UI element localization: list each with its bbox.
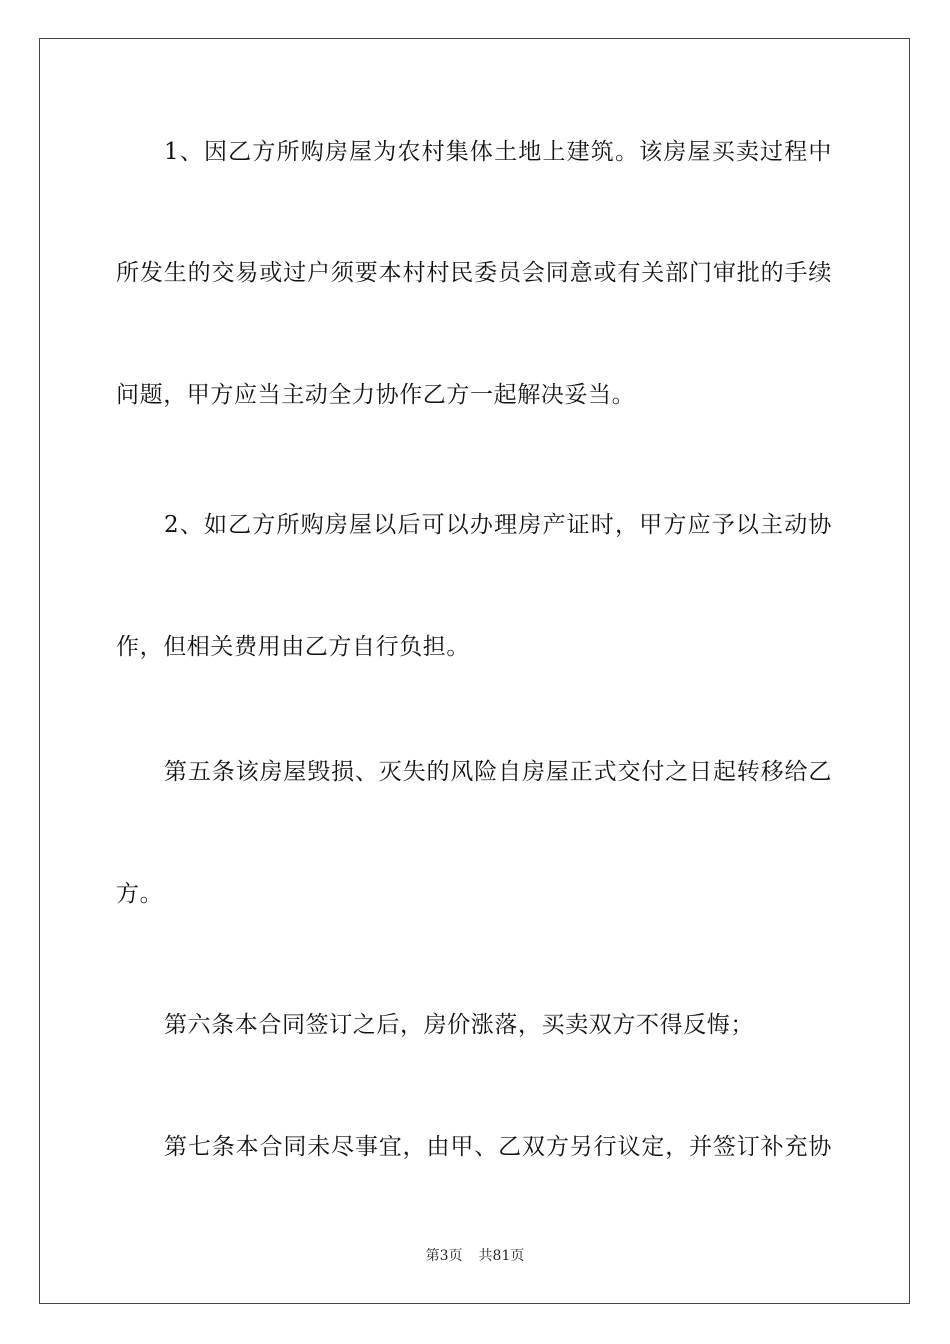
page-footer xyxy=(0,1247,950,1265)
paragraph-line-2: 所发生的交易或过户须要本村村民委员会同意或有关部门审批的手续 xyxy=(116,260,832,286)
paragraph-line-9: 第七条本合同未尽事宜，由甲、乙双方另行议定，并签订补充协 xyxy=(164,1134,832,1160)
paragraph-line-7: 方。 xyxy=(116,881,164,907)
page-border xyxy=(39,38,910,1304)
paragraph-line-4: 2、如乙方所购房屋以后可以办理房产证时，甲方应予以主动协 xyxy=(164,512,832,538)
paragraph-line-1: 1、因乙方所购房屋为农村集体土地上建筑。该房屋买卖过程中 xyxy=(164,139,832,165)
paragraph-line-6: 第五条该房屋毁损、灭失的风险自房屋正式交付之日起转移给乙 xyxy=(164,759,832,785)
paragraph-line-3: 问题，甲方应当主动全力协作乙方一起解决妥当。 xyxy=(116,382,636,408)
paragraph-line-5: 作，但相关费用由乙方自行负担。 xyxy=(116,634,470,660)
page-number: 第3页 xyxy=(425,1248,463,1264)
paragraph-line-8: 第六条本合同签订之后，房价涨落，买卖双方不得反悔； xyxy=(164,1012,754,1038)
page-total: 共81页 xyxy=(478,1248,525,1264)
